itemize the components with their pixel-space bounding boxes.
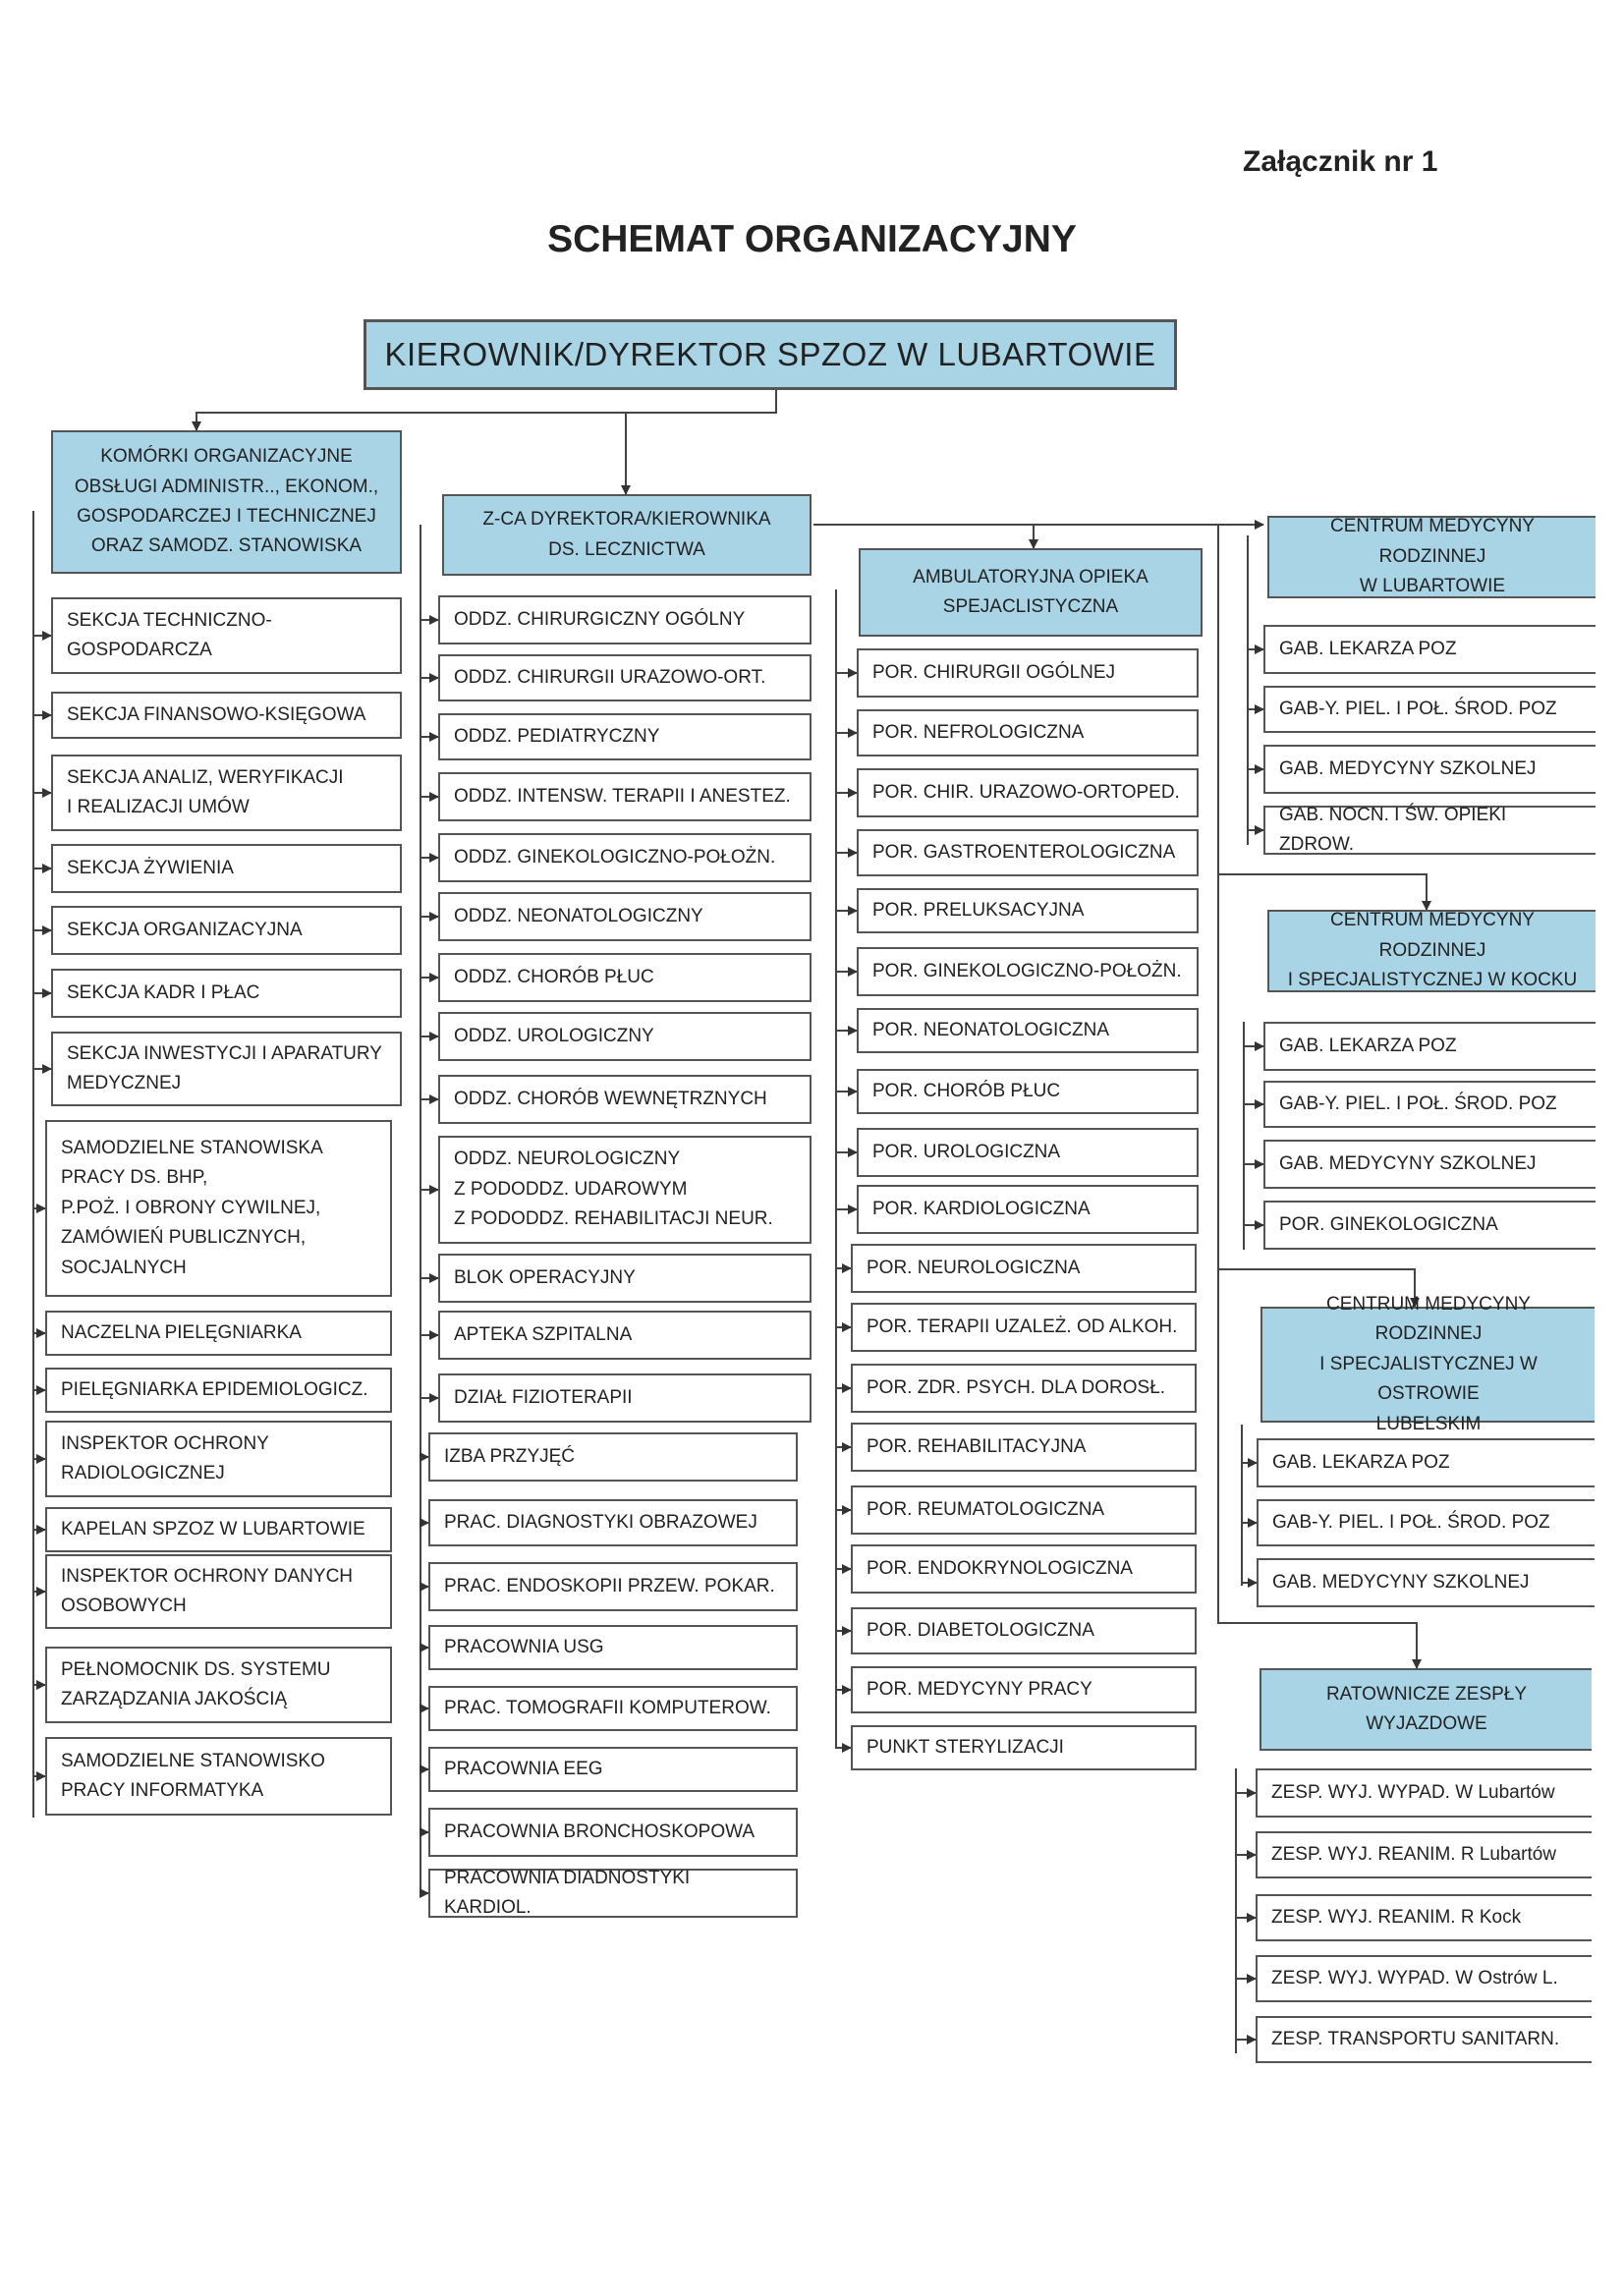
center-unit [1256,2016,1592,2063]
center-unit [1263,1140,1596,1189]
clinic-unit [851,1607,1197,1654]
clinic-unit-label: PUNKT STERYLIZACJI [867,1736,1064,1758]
admin-unit-label: SAMODZIELNE STANOWISKO PRACY INFORMATYKA [61,1750,325,1801]
center-unit-label: GAB. NOCN. I ŚW. OPIEKI ZDROW. [1279,804,1507,855]
ward-unit [438,953,812,1002]
ward-unit [428,1625,798,1670]
ward-unit-label: PRAC. ENDOSKOPII PRZEW. POKAR. [444,1575,775,1596]
clinic-unit [851,1666,1197,1713]
admin-unit-label: SAMODZIELNE STANOWISKA PRACY DS. BHP, P.POŻ. I OBRONY CYWILNEJ, ZAMÓWIEŃ PUBLICZNYCH, SOCJALNYCH [61,1138,323,1278]
admin-unit-label: PIELĘGNIARKA EPIDEMIOLOGICZ. [61,1378,368,1400]
admin-unit [45,1647,392,1723]
clinic-unit [857,648,1199,698]
center-unit-label: GAB. LEKARZA POZ [1279,638,1457,659]
ward-unit-label: ODDZ. NEUROLOGICZNY Z PODODDZ. UDAROWYM Z PODODDZ. REHABILITACJI NEUR. [454,1148,773,1230]
clinic-unit-label: POR. NEFROLOGICZNA [872,721,1085,743]
ward-unit [438,595,812,644]
center-unit [1256,1768,1592,1818]
ward-unit [438,892,812,941]
admin-unit [51,906,402,955]
ward-unit [428,1747,798,1792]
center-unit [1257,1438,1595,1487]
ward-unit [438,713,812,760]
clinic-unit [857,1008,1199,1053]
center-unit-label: ZESP. WYJ. REANIM. R Kock [1271,1906,1522,1928]
ward-unit [438,772,812,821]
ward-unit [438,1075,812,1124]
admin-unit-label: SEKCJA ORGANIZACYJNA [67,919,303,940]
ward-unit-label: PRACOWNIA BRONCHOSKOPOWA [444,1820,755,1842]
admin-unit [45,1421,392,1497]
admin-unit-label: SEKCJA FINANSOWO-KSIĘGOWA [67,703,366,725]
center-unit [1263,745,1596,794]
center-unit-label: GAB. MEDYCYNY SZKOLNEJ [1279,1152,1537,1174]
ward-unit-label: ODDZ. CHORÓB PŁUC [454,966,654,987]
admin-unit-label: SEKCJA INWESTYCJI I APARATURY MEDYCZNEJ [67,1042,382,1093]
ward-unit [438,833,812,882]
ward-unit [428,1499,798,1546]
clinic-unit-label: POR. UROLOGICZNA [872,1141,1061,1162]
director-box-label: KIEROWNIK/DYREKTOR SPZOZ W LUBARTOWIE [384,335,1156,372]
center-unit-label: ZESP. WYJ. WYPAD. W Lubartów [1271,1781,1555,1803]
center-unit [1263,806,1596,855]
admin-unit-label: SEKCJA ŻYWIENIA [67,857,234,878]
center-unit-label: ZESP. WYJ. WYPAD. W Ostrów L. [1271,1967,1558,1988]
ward-unit-label: ODDZ. CHORÓB WEWNĘTRZNYCH [454,1088,767,1109]
center-unit [1257,1499,1595,1546]
clinic-unit-label: POR. KARDIOLOGICZNA [872,1198,1091,1219]
ward-unit-label: ODDZ. CHIRURGII URAZOWO-ORT. [454,666,766,688]
clinic-unit-label: POR. ENDOKRYNOLOGICZNA [867,1557,1133,1579]
admin-unit-label: PEŁNOMOCNIK DS. SYSTEMU ZARZĄDZANIA JAKOŚCIĄ [61,1658,331,1709]
clinic-unit-label: POR. REUMATOLOGICZNA [867,1498,1105,1520]
ward-unit [428,1432,798,1482]
center-header [1267,910,1596,992]
admin-header [51,430,402,574]
center-header-label: CENTRUM MEDYCYNY RODZINNEJ I SPECJALISTYCZNEJ W OSTROWIE LUBELSKIM [1319,1294,1538,1434]
ward-unit-label: DZIAŁ FIZIOTERAPII [454,1386,633,1408]
admin-unit-label: NACZELNA PIELĘGNIARKA [61,1321,302,1343]
center-unit-label: GAB-Y. PIEL. I POŁ. ŚROD. POZ [1272,1511,1550,1533]
clinic-unit [851,1725,1197,1770]
admin-unit-label: INSPEKTOR OCHRONY RADIOLOGICZNEJ [61,1432,269,1484]
admin-unit [45,1368,392,1413]
clinic-unit [851,1485,1197,1535]
ward-unit-label: ODDZ. INTENSW. TERAPII I ANESTEZ. [454,785,791,807]
center-header [1260,1668,1592,1751]
ward-unit [438,1311,812,1360]
center-header-label: CENTRUM MEDYCYNY RODZINNEJ W LUBARTOWIE [1330,516,1535,597]
clinics-header-label: AMBULATORYJNA OPIEKA SPEJACLISTYCZNA [913,566,1148,617]
clinic-unit-label: POR. ZDR. PSYCH. DLA DOROSŁ. [867,1376,1166,1398]
ward-unit-label: ODDZ. PEDIATRYCZNY [454,725,660,747]
clinic-unit [857,947,1199,996]
center-unit [1263,1022,1596,1071]
clinic-unit [851,1544,1197,1594]
ward-unit-label: IZBA PRZYJĘĆ [444,1445,576,1467]
page-title: SCHEMAT ORGANIZACYJNY [547,218,1077,260]
center-unit-label: ZESP. TRANSPORTU SANITARN. [1271,2028,1560,2049]
admin-header-label: KOMÓRKI ORGANIZACYJNE OBSŁUGI ADMINISTR.., EKONOM., GOSPODARCZEJ I TECHNICZNEJ ORAZ SAMODZ. STANOWISKA [74,446,379,557]
clinic-unit [857,888,1199,933]
center-unit [1256,1894,1592,1941]
clinic-unit [857,1128,1199,1177]
admin-unit [45,1507,392,1552]
clinic-unit [857,1069,1199,1114]
admin-unit [51,1032,402,1106]
admin-unit [45,1120,392,1297]
center-header-label: CENTRUM MEDYCYNY RODZINNEJ I SPECJALISTYCZNEJ W KOCKU [1287,910,1578,991]
ward-unit [438,1012,812,1061]
clinic-unit [857,709,1199,756]
clinic-unit [851,1364,1197,1413]
center-unit [1263,1081,1596,1128]
admin-unit [45,1311,392,1356]
clinic-unit-label: POR. DIABETOLOGICZNA [867,1619,1094,1641]
ward-unit [438,1373,812,1423]
clinic-unit-label: POR. REHABILITACYJNA [867,1435,1087,1457]
ward-unit [428,1808,798,1857]
admin-unit-label: SEKCJA KADR I PŁAC [67,981,260,1003]
clinic-unit-label: POR. NEUROLOGICZNA [867,1257,1081,1278]
ward-unit [428,1686,798,1731]
ward-unit-label: BLOK OPERACYJNY [454,1266,636,1288]
admin-unit [45,1737,392,1816]
clinic-unit [857,829,1199,876]
ward-unit-label: ODDZ. GINEKOLOGICZNO-POŁOŻN. [454,846,776,868]
ward-unit [438,1136,812,1244]
medical-header [442,494,812,576]
ward-unit-label: PRACOWNIA DIADNOSTYKI KARDIOL. [444,1867,691,1918]
ward-unit-label: APTEKA SZPITALNA [454,1323,633,1345]
ward-unit [428,1869,798,1918]
center-unit [1263,625,1596,674]
connector-center-kock [1218,874,1427,910]
clinic-unit-label: POR. TERAPII UZALEŻ. OD ALKOH. [867,1316,1178,1337]
ward-unit-label: PRACOWNIA USG [444,1636,604,1657]
admin-unit [51,755,402,831]
admin-unit [51,692,402,739]
center-unit-label: GAB-Y. PIEL. I POŁ. ŚROD. POZ [1279,698,1557,719]
center-unit [1256,1955,1592,2002]
clinic-unit-label: POR. GASTROENTEROLOGICZNA [872,841,1176,863]
director-box [364,319,1177,390]
clinic-unit [857,768,1199,817]
ward-unit-label: ODDZ. UROLOGICZNY [454,1025,654,1046]
clinic-unit [851,1244,1197,1293]
center-unit-label: GAB. LEKARZA POZ [1272,1451,1450,1473]
ward-unit-label: ODDZ. CHIRURGICZNY OGÓLNY [454,608,746,630]
clinic-unit-label: POR. CHIRURGII OGÓLNEJ [872,661,1116,683]
admin-unit [51,597,402,674]
ward-unit [438,654,812,701]
connector-admin [196,390,776,430]
ward-unit [428,1562,798,1611]
annex-label: Załącznik nr 1 [1243,145,1438,178]
medical-header-label: Z-CA DYREKTORA/KIEROWNIKA DS. LECZNICTWA [482,509,771,560]
center-header [1267,516,1596,598]
clinic-unit-label: POR. MEDYCYNY PRACY [867,1678,1092,1700]
ward-unit [438,1254,812,1303]
admin-unit [51,844,402,893]
clinic-unit-label: POR. CHIR. URAZOWO-ORTOPED. [872,781,1180,803]
center-unit [1263,686,1596,733]
clinic-unit [851,1303,1197,1352]
admin-unit-label: INSPEKTOR OCHRONY DANYCH OSOBOWYCH [61,1565,354,1616]
center-unit-label: ZESP. WYJ. REANIM. R Lubartów [1271,1843,1557,1865]
center-header [1260,1294,1595,1434]
center-unit [1257,1558,1595,1607]
center-unit-label: POR. GINEKOLOGICZNA [1279,1213,1498,1235]
ward-unit-label: PRAC. TOMOGRAFII KOMPUTEROW. [444,1697,771,1718]
clinic-unit-label: POR. CHORÓB PŁUC [872,1080,1061,1101]
center-unit-label: GAB-Y. PIEL. I POŁ. ŚROD. POZ [1279,1092,1557,1114]
ward-unit-label: PRACOWNIA EEG [444,1758,603,1779]
center-unit-label: GAB. MEDYCYNY SZKOLNEJ [1272,1571,1530,1593]
ward-unit-label: ODDZ. NEONATOLOGICZNY [454,905,703,926]
center-header-label: RATOWNICZE ZESPŁY WYJAZDOWE [1325,1683,1528,1734]
center-unit [1263,1201,1596,1250]
admin-unit-label: SEKCJA ANALIZ, WERYFIKACJI I REALIZACJI UMÓW [67,766,344,817]
admin-unit-label: KAPELAN SPZOZ W LUBARTOWIE [61,1518,365,1540]
clinic-unit-label: POR. NEONATOLOGICZNA [872,1019,1110,1040]
ward-unit-label: PRAC. DIAGNOSTYKI OBRAZOWEJ [444,1511,757,1533]
center-unit-label: GAB. LEKARZA POZ [1279,1035,1457,1056]
admin-unit [45,1554,392,1629]
clinics-header [859,548,1203,637]
admin-unit-label: SEKCJA TECHNICZNO- GOSPODARCZA [67,609,272,660]
clinic-unit [857,1185,1199,1234]
clinic-unit [851,1423,1197,1472]
center-unit-label: GAB. MEDYCYNY SZKOLNEJ [1279,757,1537,779]
admin-unit [51,969,402,1018]
clinic-unit-label: POR. GINEKOLOGICZNO-POŁOŻN. [872,960,1182,981]
center-unit [1256,1831,1592,1878]
clinic-unit-label: POR. PRELUKSACYJNA [872,899,1085,921]
